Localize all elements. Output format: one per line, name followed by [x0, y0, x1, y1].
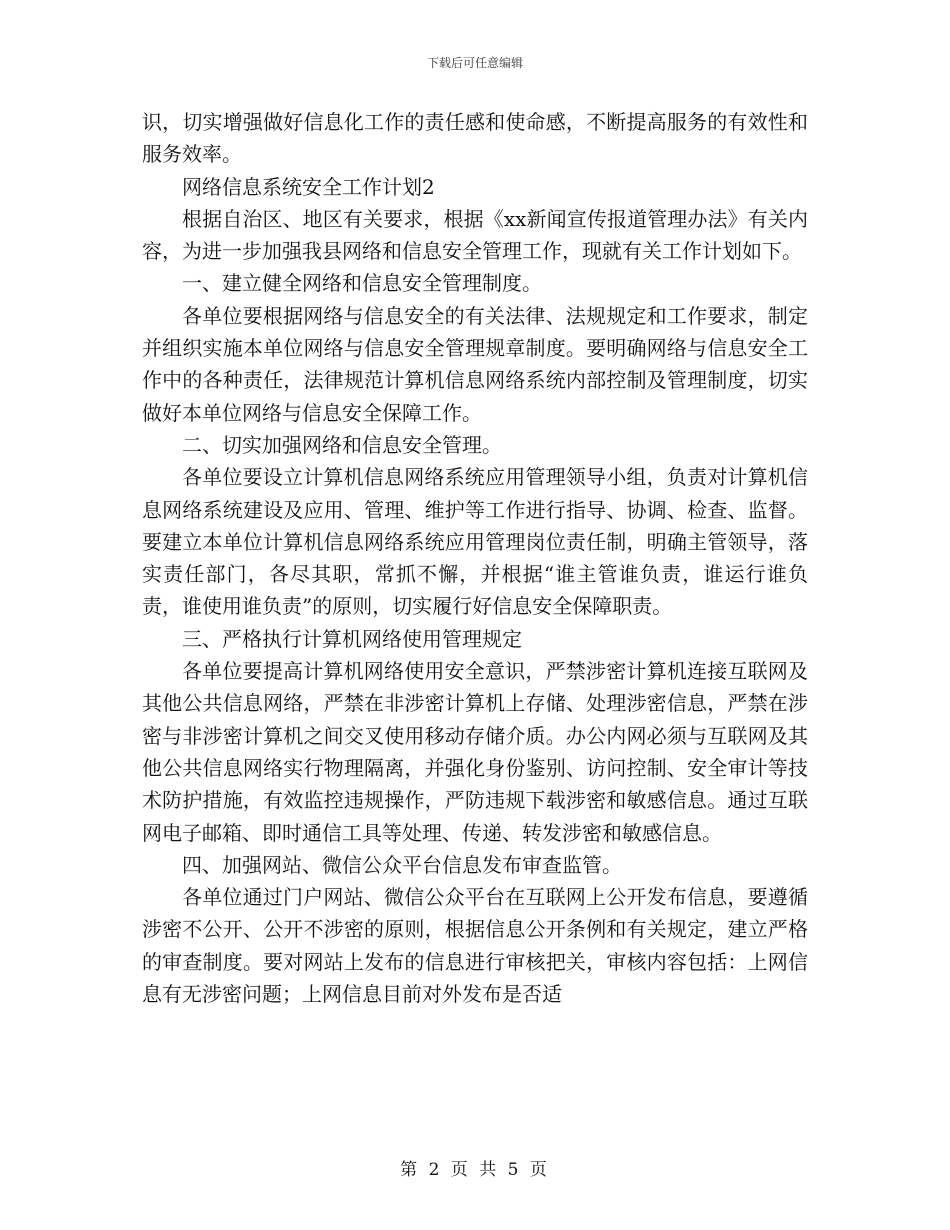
paragraph: 根据自治区、地区有关要求，根据《xx新闻宣传报道管理办法》有关内容，为进一步加强我县网络和信息安全管理工作，现就有关工作计划如下。	[142, 206, 808, 264]
paragraph: 各单位要根据网络与信息安全的有关法律、法规规定和工作要求，制定并组织实施本单位网络与信息安全管理规章制度。要明确网络与信息安全工作中的各种责任，法律规范计算机信息网络系统内部控制及管理制度，切实做好本单位网络与信息安全保障工作。	[142, 303, 808, 425]
document-body	[142, 106, 808, 1010]
section-title: 网络信息系统安全工作计划2	[182, 174, 435, 199]
paragraph: 各单位要设立计算机信息网络系统应用管理领导小组，负责对计算机信息网络系统建设及应用、管理、维护等工作进行指导、协调、检查、监督。要建立本单位计算机信息网络系统应用管理岗位责任制，明确主管领导，落实责任部门，各尽其职，常抓不懈，并根据“谁主管谁负责，谁运行谁负责，谁使用谁负责”的原则，切实履行好信息安全保障职责。	[142, 465, 808, 619]
section-heading: 四、加强网站、微信公众平台信息发布审查监管。	[182, 852, 622, 877]
section-heading: 二、切实加强网络和信息安全管理。	[182, 432, 502, 457]
section-heading: 一、建立健全网络和信息安全管理制度。	[182, 271, 542, 296]
section-heading: 三、严格执行计算机网络使用管理规定	[182, 626, 522, 651]
paragraph: 识，切实增强做好信息化工作的责任感和使命感，不断提高服务的有效性和服务效率。	[142, 110, 808, 167]
page-number: 第 2 页 共 5 页	[400, 1160, 550, 1180]
paragraph: 各单位通过门户网站、微信公众平台在互联网上公开发布信息，要遵循涉密不公开、公开不涉密的原则，根据信息公开条例和有关规定，建立严格的审查制度。要对网站上发布的信息进行审核把关，审核内容包括：上网信息有无涉密问题；上网信息目前对外发布是否适	[142, 885, 808, 1007]
page-header: 下载后可任意编辑	[426, 56, 523, 70]
paragraph: 各单位要提高计算机网络使用安全意识，严禁涉密计算机连接互联网及其他公共信息网络，严禁在非涉密计算机上存储、处理涉密信息，严禁在涉密与非涉密计算机之间交叉使用移动存储介质。办公内网必须与互联网及其他公共信息网络实行物理隔离，并强化身份鉴别、访问控制、安全审计等技术防护措施，有效监控违规操作，严防违规下载涉密和敏感信息。通过互联网电子邮箱、即时通信工具等处理、传递、转发涉密和敏感信息。	[142, 659, 808, 845]
